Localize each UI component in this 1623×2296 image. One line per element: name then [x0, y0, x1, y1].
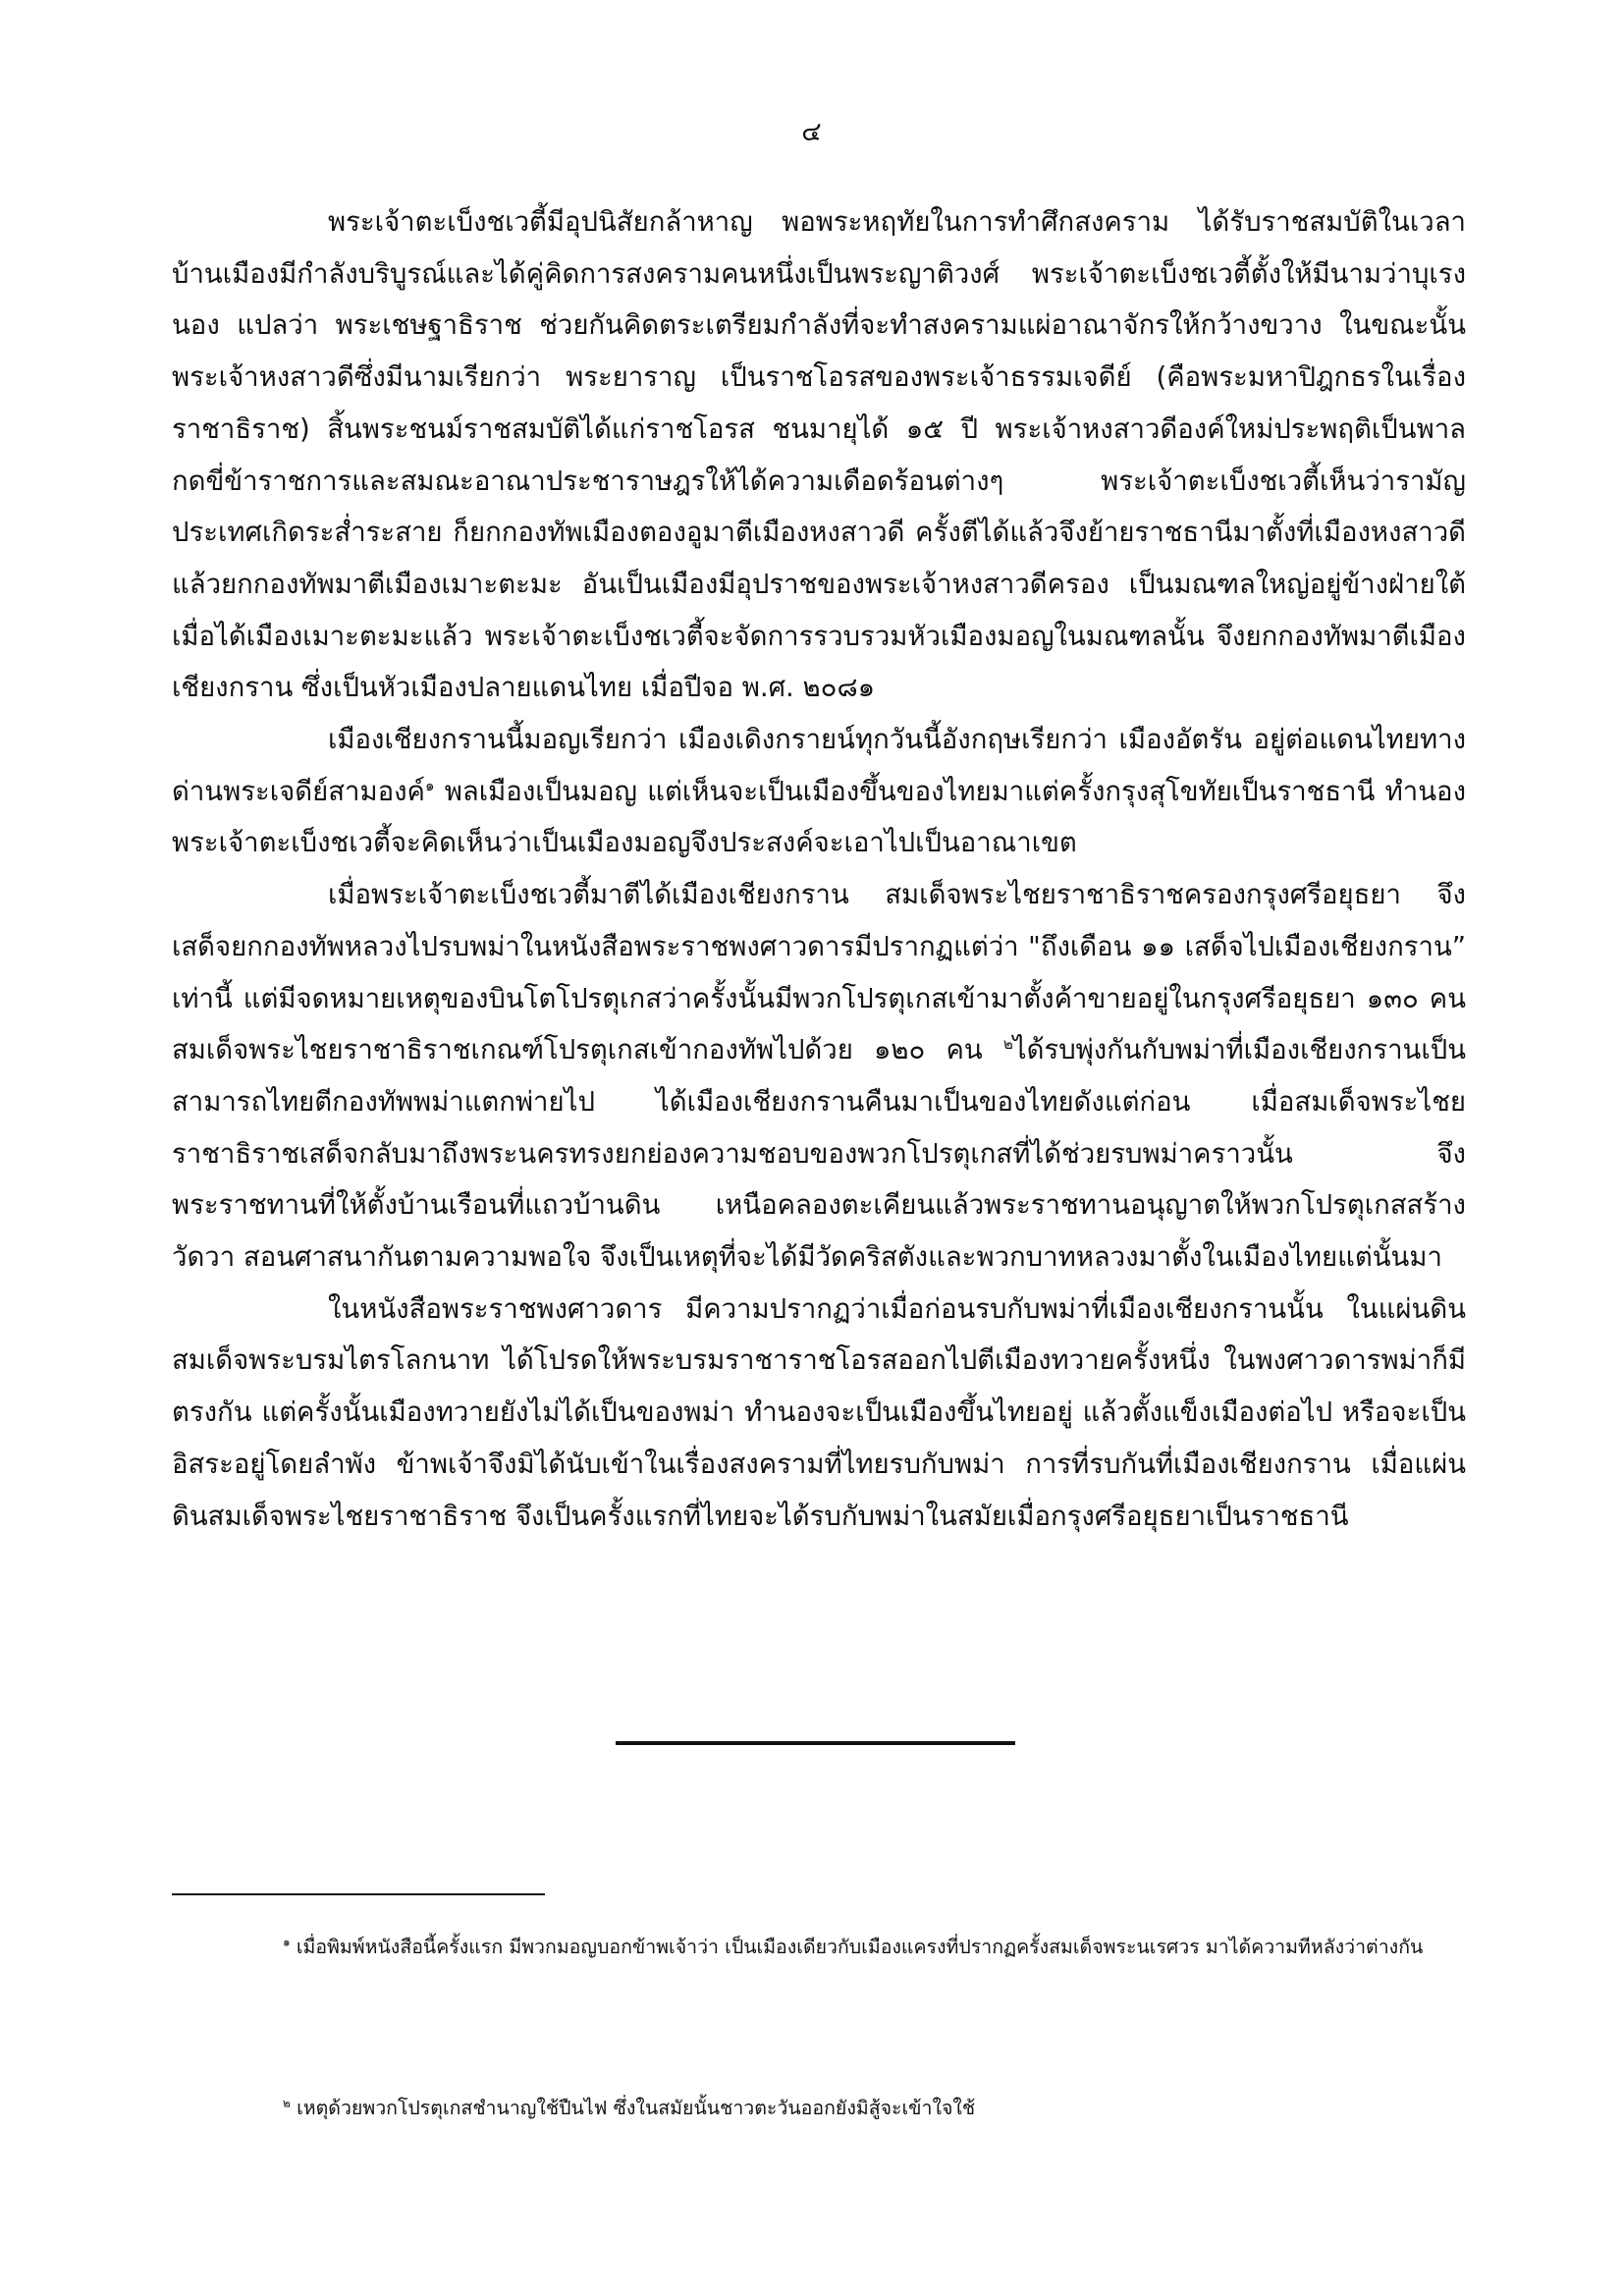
footnote-reference[interactable]: ๒	[1002, 1035, 1013, 1054]
paragraph-text: พลเมืองเป็นมอญ แต่เห็นจะเป็นเมืองขึ้นของไทยมาแต่ครั้งกรุงสุโขทัยเป็นราชธานี ทำนองพระเจ้าตะเบ็งชเวตี้จะคิดเห็นว่าเป็นเมืองมอญจึงประสงค์จะเอาไปเป็นอาณาเขต	[172, 775, 1466, 859]
footnote-text: เมื่อพิมพ์หนังสือนี้ครั้งแรก มีพวกมอญบอกข้าพเจ้าว่า เป็นเมืองเดียวกับเมืองแครงที่ปรากฏครั้งสมเด็จพระนเรศวร มาได้ความทีหลังว่าต่างกัน	[290, 1936, 1424, 1958]
body-text	[172, 196, 1466, 1542]
paragraph-4: ในหนังสือพระราชพงศาวดาร มีความปรากฏว่าเมื่อก่อนรบกับพม่าที่เมืองเชียงกรานนั้น ในแผ่นดินสมเด็จพระบรมไตรโลกนาท ได้โปรดให้พระบรมราชาราชโอรสออกไปตีเมืองทวายครั้งหนึ่ง ในพงศาวดารพม่าก็มีตรงกัน แต่ครั้งนั้นเมืองทวายยังไม่ได้เป็นของพม่า ทำนองจะเป็นเมืองขึ้นไทยอยู่ แล้วตั้งแข็งเมืองต่อไป หรือจะเป็นอิสระอยู่โดยลำพัง ข้าพเจ้าจึงมิได้นับเข้าในเรื่องสงครามที่ไทยรบกับพม่า การที่รบกันที่เมืองเชียงกราน เมื่อแผ่นดินสมเด็จพระไชยราชาธิราช จึงเป็นครั้งแรกที่ไทยจะได้รบกับพม่าในสมัยเมื่อกรุงศรีอยุธยาเป็นราชธานี	[172, 1292, 1466, 1532]
footnote-1	[172, 1921, 1466, 1974]
footnote-mark: ๒	[283, 2096, 291, 2110]
section-end-divider	[616, 1741, 1015, 1745]
paragraph-2	[172, 714, 1466, 869]
paragraph-text: เมื่อพระเจ้าตะเบ็งชเวตี้มาตีได้เมืองเชียงกราน สมเด็จพระไชยราชาธิราชครองกรุงศรีอยุธยา จึงเสด็จยกกองทัพหลวงไปรบพม่าในหนังสือพระราชพงศาวดารมีปรากฏแต่ว่า "ถึงเดือน ๑๑ เสด็จไปเมืองเชียงกราน” เท่านี้ แต่มีจดหมายเหตุของบินโตโปรตุเกสว่าครั้งนั้นมีพวกโปรตุเกสเข้ามาตั้งค้าขายอยู่ในกรุงศรีอยุธยา ๑๓๐ คน สมเด็จพระไชยราชาธิราชเกณฑ์โปรตุเกสเข้ากองทัพไปด้วย ๑๒๐ คน	[172, 879, 1466, 1066]
paragraph-text: เมืองเชียงกรานนี้มอญเรียกว่า เมืองเดิงกรายน์ทุกวันนี้อังกฤษเรียกว่า เมืองอัตรัน อยู่ต่อแดนไทยทางด่านพระเจดีย์สามองค์	[172, 724, 1466, 807]
footnote-2	[172, 2082, 1466, 2135]
footnote-text: เหตุด้วยพวกโปรตุเกสชำนาญใช้ปืนไฟ ซึ่งในสมัยนั้นชาวตะวันออกยังมิสู้จะเข้าใจใช้	[290, 2097, 976, 2119]
paragraph-1: พระเจ้าตะเบ็งชเวตี้มีอุปนิสัยกล้าหาญ พอพระหฤทัยในการทำศึกสงคราม ได้รับราชสมบัติในเวลาบ้านเมืองมีกำลังบริบูรณ์และได้คู่คิดการสงครามคนหนึ่งเป็นพระญาติวงศ์ พระเจ้าตะเบ็งชเวตี้ตั้งให้มีนามว่าบุเรงนอง แปลว่า พระเชษฐาธิราช ช่วยกันคิดตระเตรียมกำลังที่จะทำสงครามแผ่อาณาจักรให้กว้างขวาง ในขณะนั้น พระเจ้าหงสาวดีซึ่งมีนามเรียกว่า พระยาราญ เป็นราชโอรสของพระเจ้าธรรมเจดีย์ (คือพระมหาปิฎกธรในเรื่องราชาธิราช) สิ้นพระชนม์ราชสมบัติได้แก่ราชโอรส ชนมายุได้ ๑๕ ปี พระเจ้าหงสาวดีองค์ใหม่ประพฤติเป็นพาลกดขี่ข้าราชการและสมณะอาณาประชาราษฎรให้ได้ความเดือดร้อนต่างๆ พระเจ้าตะเบ็งชเวตี้เห็นว่ารามัญประเทศเกิดระส่ำระสาย ก็ยกกองทัพเมืองตองอูมาตีเมืองหงสาวดี ครั้งตีได้แล้วจึงย้ายราชธานีมาตั้งที่เมืองหงสาวดี แล้วยกกองทัพมาตีเมืองเมาะตะมะ อันเป็นเมืองมีอุปราชของพระเจ้าหงสาวดีครอง เป็นมณฑลใหญ่อยู่ข้างฝ่ายใต้ เมื่อได้เมืองเมาะตะมะแล้ว พระเจ้าตะเบ็งชเวตี้จะจัดการรวบรวมหัวเมืองมอญในมณฑลนั้น จึงยกกองทัพมาตีเมืองเชียงกราน ซึ่งเป็นหัวเมืองปลายแดนไทย เมื่อปีจอ พ.ศ. ๒๐๘๑	[172, 206, 1466, 704]
footnote-mark: ๑	[283, 1935, 291, 1949]
footnote-reference[interactable]: ๑	[424, 776, 435, 794]
paragraph-text: ได้รบพุ่งกันกับพม่าที่เมืองเชียงกรานเป็นสามารถไทยตีกองทัพพม่าแตกพ่ายไป ได้เมืองเชียงกรานคืนมาเป็นของไทยดังแต่ก่อน เมื่อสมเด็จพระไชยราชาธิราชเสด็จกลับมาถึงพระนครทรงยกย่องความชอบของพวกโปรตุเกสที่ได้ช่วยรบพม่าคราวนั้น จึงพระราชทานที่ให้ตั้งบ้านเรือนที่แถวบ้านดิน เหนือคลองตะเคียนแล้วพระราชทานอนุญาตให้พวกโปรตุเกสสร้างวัดวา สอนศาสนากันตามความพอใจ จึงเป็นเหตุที่จะได้มีวัดคริสตังและพวกบาทหลวงมาตั้งในเมืองไทยแต่นั้นมา	[172, 1034, 1466, 1274]
footnote-separator	[172, 1893, 545, 1895]
paragraph-3	[172, 869, 1466, 1284]
page-number: ๔	[801, 117, 822, 147]
